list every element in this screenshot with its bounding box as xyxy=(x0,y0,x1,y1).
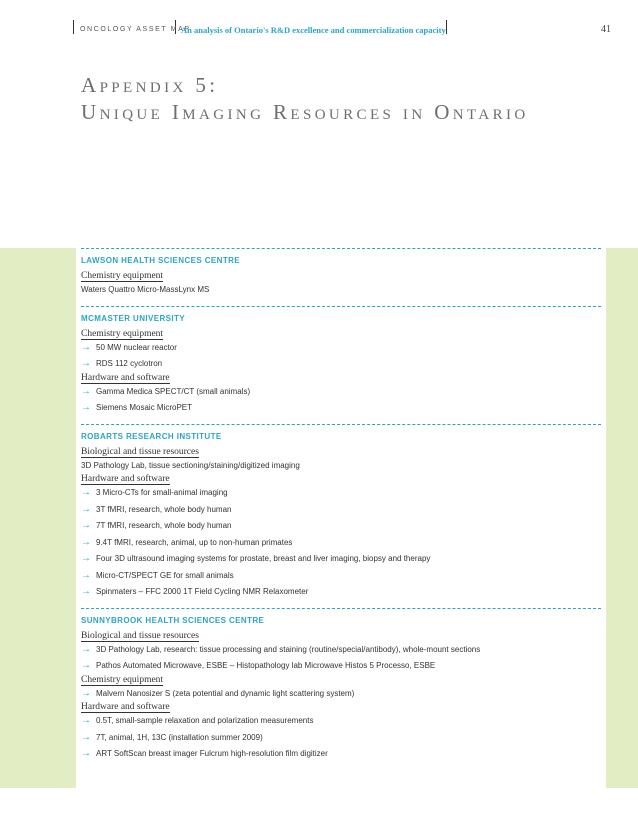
header-section-label: ONCOLOGY ASSET MAP xyxy=(80,26,191,33)
arrow-right-icon: → xyxy=(81,402,91,413)
resource-item xyxy=(81,400,601,417)
resource-item xyxy=(81,485,601,502)
category-heading xyxy=(81,702,601,713)
resource-item-text: Siemens Mosaic MicroPET xyxy=(96,403,193,412)
category-label: Chemistry equipment xyxy=(81,328,164,339)
category-heading xyxy=(81,447,601,458)
arrow-right-icon: → xyxy=(81,358,91,369)
resource-item-text: Waters Quattro Micro-MassLynx MS xyxy=(81,285,210,294)
resource-item-text: 7T, animal, 1H, 13C (installation summer 2009) xyxy=(96,732,263,742)
arrow-right-icon: → xyxy=(81,569,91,581)
institution-name: MCMASTER UNIVERSITY xyxy=(81,313,186,323)
resource-item-text: RDS 112 cyclotron xyxy=(96,359,163,368)
category-heading xyxy=(81,373,601,384)
arrow-right-icon: → xyxy=(81,643,91,655)
arrow-right-icon: → xyxy=(81,553,91,564)
arrow-right-icon: → xyxy=(81,715,91,726)
resource-item-text: 3D Pathology Lab, research: tissue processing and staining (routine/special/antibody), whole-mount sections xyxy=(96,644,481,654)
arrow-right-icon: → xyxy=(81,385,91,397)
arrow-right-icon: → xyxy=(81,586,91,597)
arrow-right-icon: → xyxy=(81,748,91,759)
category-heading xyxy=(81,631,601,642)
category-label: Chemistry equipment xyxy=(81,674,164,685)
resource-item xyxy=(81,356,601,373)
title-line-1: Appendix 5: xyxy=(81,73,219,97)
arrow-right-icon: → xyxy=(81,536,91,548)
resource-item-text: Malvern Nanosizer S (zeta potential and dynamic light scattering system) xyxy=(96,688,355,698)
page-header xyxy=(0,0,638,50)
resource-item-text: 3T fMRI, research, whole body human xyxy=(96,504,232,514)
resource-item xyxy=(81,535,601,552)
arrow-right-icon: → xyxy=(81,520,91,531)
resource-item xyxy=(81,686,601,703)
right-color-band xyxy=(606,248,638,788)
institution-section xyxy=(81,306,601,417)
resource-item-text: Pathos Automated Microwave, ESBE – Histopathology lab Microwave Histos 5 Processo, ESBE xyxy=(96,661,436,670)
resource-item-text: Gamma Medica SPECT/CT (small animals) xyxy=(96,386,251,396)
institution-section xyxy=(81,424,601,601)
category-label: Biological and tissue resources xyxy=(81,446,199,457)
institution-name: ROBARTS RESEARCH INSTITUTE xyxy=(81,431,222,441)
page-number: 41 xyxy=(601,24,611,35)
resource-item xyxy=(81,746,601,763)
resource-item-text: 3D Pathology Lab, tissue sectioning/staining/digitized imaging xyxy=(81,460,300,470)
arrow-right-icon: → xyxy=(81,687,91,699)
resource-item-text: 9.4T fMRI, research, animal, up to non-human primates xyxy=(96,537,293,547)
category-heading xyxy=(81,474,601,485)
category-label: Hardware and software xyxy=(81,474,170,484)
category-heading xyxy=(81,271,601,282)
resource-item xyxy=(81,568,601,585)
resource-item-text: 50 MW nuclear reactor xyxy=(96,342,177,352)
arrow-right-icon: → xyxy=(81,731,91,743)
resource-item xyxy=(81,642,601,659)
resource-item xyxy=(81,551,601,568)
resource-item xyxy=(81,340,601,357)
resource-item xyxy=(81,458,601,475)
resource-item-text: 0.5T, small-sample relaxation and polarization measurements xyxy=(96,716,314,725)
arrow-right-icon: → xyxy=(81,660,91,671)
resource-item xyxy=(81,282,601,299)
resource-item-text: 7T fMRI, research, whole body human xyxy=(96,521,232,530)
page-title xyxy=(81,72,529,126)
institution-name: SUNNYBROOK HEALTH SCIENCES CENTRE xyxy=(81,615,265,625)
resource-item-text: 3 Micro-CTs for small-animal imaging xyxy=(96,488,228,497)
category-label: Hardware and software xyxy=(81,702,170,712)
left-color-band xyxy=(0,248,76,788)
category-label: Hardware and software xyxy=(81,372,170,383)
arrow-right-icon: → xyxy=(81,503,91,515)
resource-item-text: Micro-CT/SPECT GE for small animals xyxy=(96,570,234,580)
institution-section xyxy=(81,248,601,299)
resource-item xyxy=(81,518,601,535)
resource-list xyxy=(81,248,601,770)
arrow-right-icon: → xyxy=(81,341,91,353)
resource-item xyxy=(81,584,601,601)
resource-item xyxy=(81,730,601,747)
arrow-right-icon: → xyxy=(81,487,91,498)
header-subtitle: An analysis of Ontario's R&D excellence and commercialization capacity xyxy=(181,25,446,35)
category-heading xyxy=(81,329,601,340)
institution-section xyxy=(81,608,601,763)
resource-item-text: Four 3D ultrasound imaging systems for prostate, breast and liver imaging, biopsy and therapy xyxy=(96,554,431,563)
resource-item xyxy=(81,502,601,519)
category-label: Biological and tissue resources xyxy=(81,630,199,641)
category-heading xyxy=(81,675,601,686)
header-tick-mark xyxy=(73,20,74,34)
resource-item-text: Spinmaters – FFC 2000 1T Field Cycling NMR Relaxometer xyxy=(96,587,309,596)
title-line-2: Unique Imaging Resources in Ontario xyxy=(81,100,529,124)
institution-name: LAWSON HEALTH SCIENCES CENTRE xyxy=(81,256,241,265)
category-label: Chemistry equipment xyxy=(81,271,164,281)
resource-item xyxy=(81,713,601,730)
resource-item xyxy=(81,658,601,675)
resource-item xyxy=(81,384,601,401)
header-tick-mark xyxy=(446,20,447,34)
resource-item-text: ART SoftScan breast imager Fulcrum high-resolution film digitizer xyxy=(96,749,328,758)
